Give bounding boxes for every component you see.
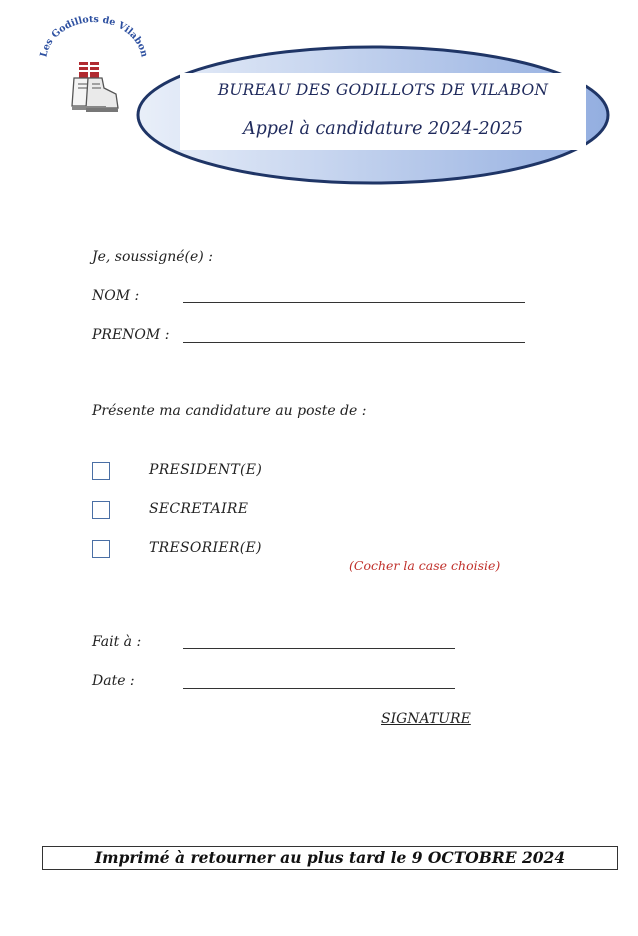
nom-label: NOM : (92, 288, 140, 304)
nom-field[interactable] (183, 302, 525, 303)
fait-field[interactable] (183, 648, 455, 649)
organization-name: BUREAU DES GODILLOTS DE VILABON (217, 81, 549, 99)
fait-label: Fait à : (92, 634, 142, 650)
signature-label: SIGNATURE (381, 711, 471, 727)
logo-text: Les Godillots de Vilabon (38, 16, 150, 59)
date-label: Date : (92, 673, 135, 689)
prenom-field[interactable] (183, 342, 525, 343)
prenom-label: PRENOM : (92, 327, 170, 343)
club-logo (38, 16, 150, 124)
page-title: Appel à candidature 2024-2025 (242, 119, 524, 139)
hiking-boots-icon (38, 16, 150, 124)
checkbox-tresorier[interactable] (92, 540, 110, 558)
date-field[interactable] (183, 688, 455, 689)
header-box (180, 73, 586, 150)
footer-deadline: Imprimé à retourner au plus tard le 9 OCTOBRE 2024 (94, 848, 566, 867)
option-president-label: PRESIDENT(E) (149, 462, 263, 478)
intro-label: Je, soussigné(e) : (92, 249, 213, 265)
checkbox-hint: (Cocher la case choisie) (349, 558, 501, 573)
option-secretaire-label: SECRETAIRE (149, 501, 249, 517)
checkbox-president[interactable] (92, 462, 110, 480)
candidacy-label: Présente ma candidature au poste de : (92, 403, 367, 419)
checkbox-secretaire[interactable] (92, 501, 110, 519)
footer-box (42, 846, 618, 870)
option-tresorier-label: TRESORIER(E) (149, 540, 262, 556)
